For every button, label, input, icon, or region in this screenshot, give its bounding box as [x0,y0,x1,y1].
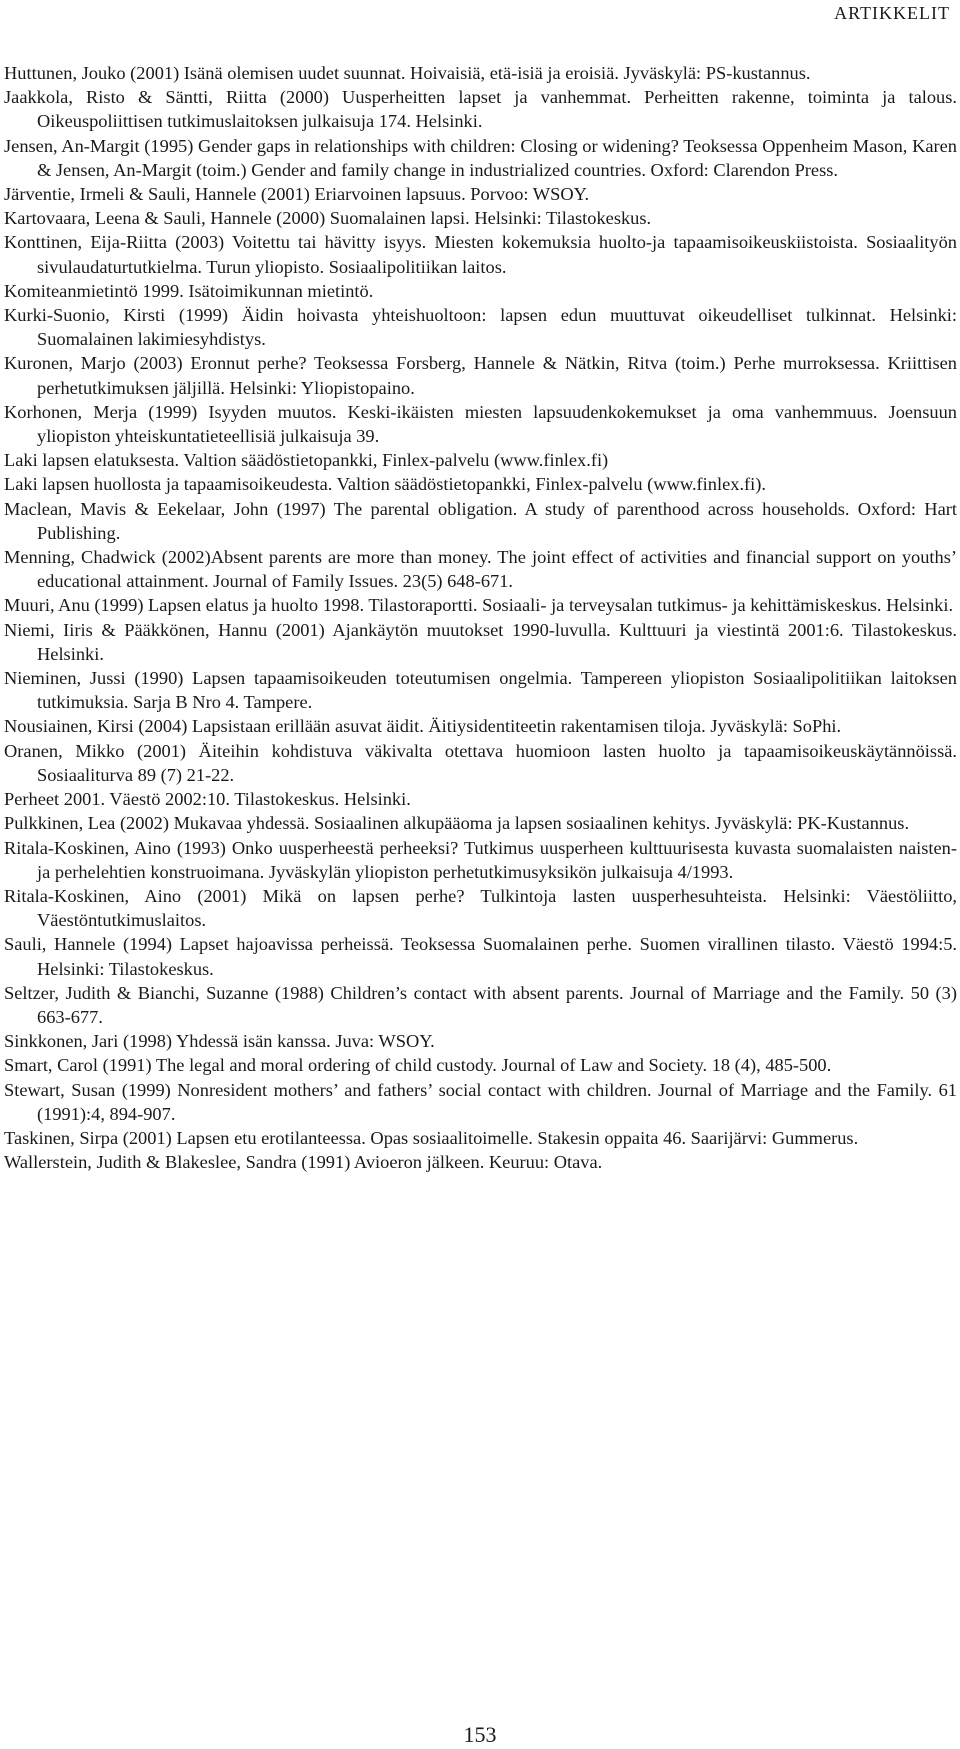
reference-list [4,61,957,1174]
reference-entry: Nieminen, Jussi (1990) Lapsen tapaamisoikeuden toteutumisen ongelmia. Tampereen yliopiston Sosiaalipolitiikan laitoksen tutkimuksia. Sarja B Nro 4. Tampere. [4,668,957,713]
section-header: ARTIKKELIT [834,3,950,23]
reference-entry: Pulkkinen, Lea (2002) Mukavaa yhdessä. Sosiaalinen alkupääoma ja lapsen sosiaalinen kehitys. Jyväskylä: PK-Kustannus. [4,813,910,834]
reference-entry: Komiteanmietintö 1999. Isätoimikunnan mietintö. [4,280,374,301]
reference-entry: Niemi, Iiris & Pääkkönen, Hannu (2001) Ajankäytön muutokset 1990-luvulla. Kulttuuri ja viestintä 2001:6. Tilastokeskus. Helsinki. [4,619,957,664]
reference-entry: Korhonen, Merja (1999) Isyyden muutos. Keski-ikäisten miesten lapsuudenkokemukset ja oma vanhemmuus. Joensuun yliopiston yhteiskuntatieteellisiä julkaisuja 39. [4,401,957,447]
reference-entry: Seltzer, Judith & Bianchi, Suzanne (1988) Children’s contact with absent parents. Journal of Marriage and the Family. 50 (3) 663-677. [4,982,957,1027]
page-number: 153 [463,1722,497,1747]
reference-entry: Jaakkola, Risto & Säntti, Riitta (2000) Uusperheitten lapset ja vanhemmat. Perheitten rakenne, toiminta ja talous. Oikeuspoliittisen tutkimuslaitoksen julkaisuja 174. Helsinki. [4,87,957,132]
reference-entry: Kartovaara, Leena & Sauli, Hannele (2000) Suomalainen lapsi. Helsinki: Tilastokeskus. [4,208,652,229]
reference-entry: Smart, Carol (1991) The legal and moral ordering of child custody. Journal of Law and Society. 18 (4), 485-500. [4,1055,832,1076]
reference-entry: Järventie, Irmeli & Sauli, Hannele (2001) Eriarvoinen lapsuus. Porvoo: WSOY. [4,184,590,205]
reference-entry: Konttinen, Eija-Riitta (2003) Voitettu tai hävitty isyys. Miesten kokemuksia huolto-ja tapaamisoikeuskiistoista. Sosiaalityön sivulaudaturtutkielma. Turun yliopisto. Sosiaalipolitiikan laitos. [4,232,957,277]
reference-entry: Kurki-Suonio, Kirsti (1999) Äidin hoivasta yhteishuoltoon: lapsen edun muuttuvat oikeudelliset tulkinnat. Helsinki: Suomalainen lakimiesyhdistys. [4,305,957,350]
reference-entry: Huttunen, Jouko (2001) Isänä olemisen uudet suunnat. Hoivaisiä, etä-isiä ja eroisiä. Jyväskylä: PS-kustannus. [4,63,811,83]
reference-entry: Jensen, An-Margit (1995) Gender gaps in relationships with children: Closing or widening? Teoksessa Oppenheim Mason, Karen & Jensen, An-Margit (toim.) Gender and family change in industrialized countries. Oxford: Clarendon Press. [4,135,957,180]
reference-entry: Maclean, Mavis & Eekelaar, John (1997) The parental obligation. A study of parenthood across households. Oxford: Hart Publishing. [4,498,957,543]
reference-entry: Nousiainen, Kirsi (2004) Lapsistaan erillään asuvat äidit. Äitiysidentiteetin rakentamisen tiloja. Jyväskylä: SoPhi. [4,716,842,737]
reference-entry: Ritala-Koskinen, Aino (2001) Mikä on lapsen perhe? Tulkintoja lasten uusperhesuhteista. Helsinki: Väestöliitto, Väestöntutkimuslaitos. [4,885,957,931]
reference-entry: Kuronen, Marjo (2003) Eronnut perhe? Teoksessa Forsberg, Hannele & Nätkin, Ritva (toim.) Perhe murroksessa. Kriittisen perhetutkimuksen jäljillä. Helsinki: Yliopistopaino. [4,353,957,398]
reference-entry: Sauli, Hannele (1994) Lapset hajoavissa perheissä. Teoksessa Suomalainen perhe. Suomen virallinen tilasto. Väestö 1994:5. Helsinki: Tilastokeskus. [4,934,957,979]
reference-entry: Laki lapsen elatuksesta. Valtion säädöstietopankki, Finlex-palvelu (www.finlex.fi) [4,450,609,471]
reference-entry: Menning, Chadwick (2002)Absent parents are more than money. The joint effect of activities and financial support on youths’ educational attainment. Journal of Family Issues. 23(5) 648-671. [4,547,957,592]
reference-entry: Perheet 2001. Väestö 2002:10. Tilastokeskus. Helsinki. [4,789,411,810]
reference-entry: Laki lapsen huollosta ja tapaamisoikeudesta. Valtion säädöstietopankki, Finlex-palvelu (www.finlex.fi). [4,474,767,495]
reference-entry: Muuri, Anu (1999) Lapsen elatus ja huolto 1998. Tilastoraportti. Sosiaali- ja terveysalan tutkimus- ja kehittämiskeskus. Helsinki. [4,595,954,616]
reference-entry: Oranen, Mikko (2001) Äiteihin kohdistuva väkivalta otettava huomioon lasten huolto ja tapaamisoikeuskäytännöissä. Sosiaaliturva 89 (7) 21-22. [4,740,957,785]
reference-entry: Stewart, Susan (1999) Nonresident mothers’ and fathers’ social contact with children. Journal of Marriage and the Family. 61 (1991):4, 894-907. [4,1079,957,1124]
reference-entry: Sinkkonen, Jari (1998) Yhdessä isän kanssa. Juva: WSOY. [4,1031,435,1052]
reference-entry: Ritala-Koskinen, Aino (1993) Onko uusperheestä perheeksi? Tutkimus uusperheen kulttuurisesta kuvasta suomalaisten naisten- ja perhelehtien konstruoimana. Jyväskylän yliopiston perhetutkimusyksikön julkaisuja 4/1993. [4,837,957,882]
reference-entry: Taskinen, Sirpa (2001) Lapsen etu erotilanteessa. Opas sosiaalitoimelle. Stakesin oppaita 46. Saarijärvi: Gummerus. [4,1127,859,1148]
reference-entry: Wallerstein, Judith & Blakeslee, Sandra (1991) Avioeron jälkeen. Keuruu: Otava. [4,1152,603,1173]
